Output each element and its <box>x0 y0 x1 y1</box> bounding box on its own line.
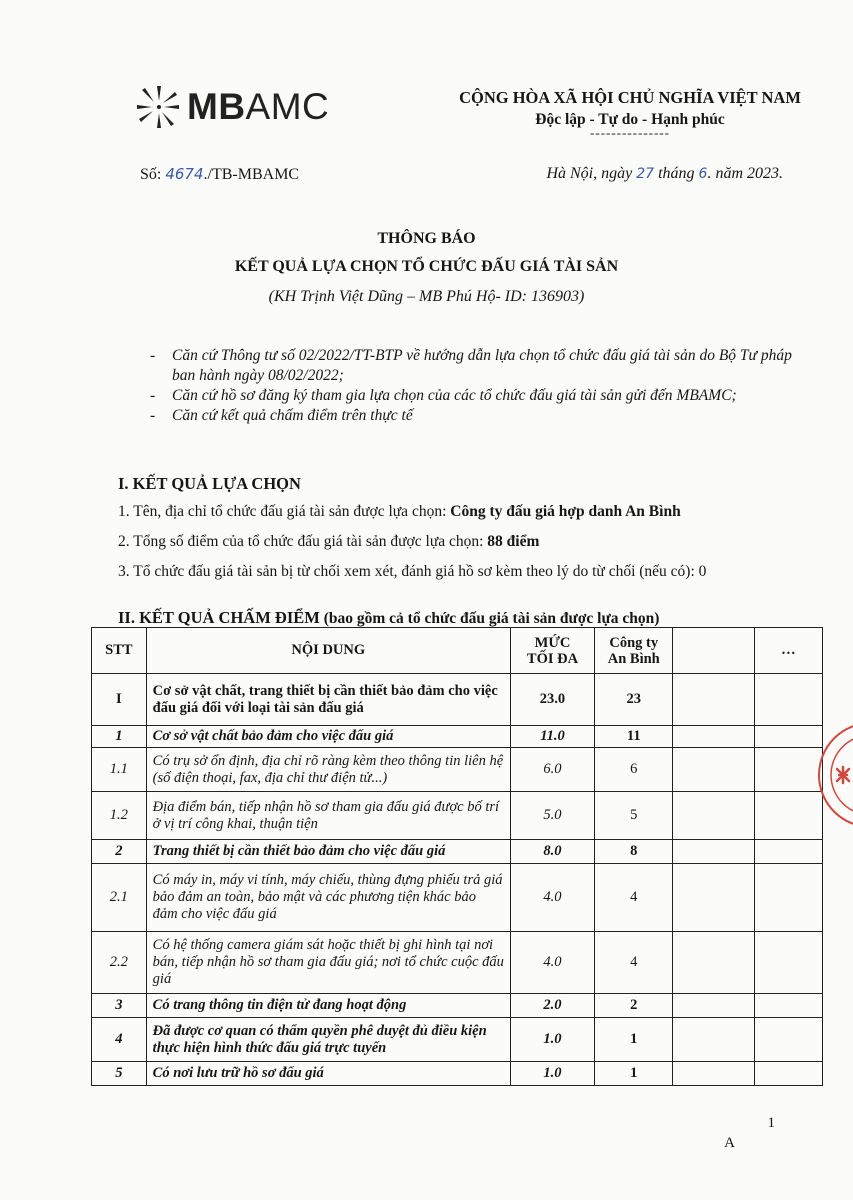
table-row: 1 Cơ sở vật chất bảo đảm cho việc đấu giá 11.0 11 <box>92 726 823 748</box>
header-stt: STT <box>92 628 147 674</box>
company-logo <box>135 82 329 132</box>
handwritten-month: 6 <box>698 166 708 182</box>
table-row: 3 Có trang thông tin điện tử đang hoạt động 2.0 2 <box>92 994 823 1018</box>
document-subnote: (KH Trịnh Việt Dũng – MB Phú Hộ- ID: 136903) <box>268 288 585 305</box>
header-extra-1 <box>673 628 754 674</box>
legal-basis-item: - Căn cứ Thông tư số 02/2022/TT-BTP về hướng dẫn lựa chọn tổ chức đấu giá tài sản do Bộ Tư pháp ban hành ngày 08/02/2022; <box>148 346 808 386</box>
table-row: 1.1 Có trụ sở ổn định, địa chỉ rõ ràng kèm theo thông tin liên hệ (số điện thoại, fax, địa chỉ thư điện tử...) 6.0 6 <box>92 748 823 792</box>
nation-name: CỘNG HÒA XÃ HỘI CHỦ NGHĨA VIỆT NAM <box>459 88 801 107</box>
table-row: 1.2 Địa điểm bán, tiếp nhận hồ sơ tham gia đấu giá được bố trí ở vị trí công khai, thuận tiện 5.0 5 <box>92 792 823 840</box>
table-row: 2 Trang thiết bị cần thiết bảo đảm cho việc đấu giá 8.0 8 <box>92 840 823 864</box>
rejected-organizations: 3. Tổ chức đấu giá tài sản bị từ chối xem xét, đánh giá hồ sơ kèm theo lý do từ chối (nếu có): 0 <box>118 563 707 580</box>
document-subtitle: KẾT QUẢ LỰA CHỌN TỔ CHỨC ĐẤU GIÁ TÀI SẢN <box>234 258 619 275</box>
table-row: I Cơ sở vật chất, trang thiết bị cần thiết bảo đảm cho việc đấu giá đối với loại tài sản đấu giá 23.0 23 <box>92 674 823 726</box>
table-row: 4 Đã được cơ quan có thẩm quyền phê duyệt đủ điều kiện thực hiện hình thức đấu giá trực tuyến 1.0 1 <box>92 1018 823 1062</box>
mbamc-star-logo-icon <box>135 84 181 130</box>
scoring-table <box>91 627 823 1086</box>
document-number: Số: 4674./TB-MBAMC <box>140 165 300 183</box>
section-1-heading: I. KẾT QUẢ LỰA CHỌN <box>118 474 301 493</box>
red-seal-fragment <box>813 715 853 835</box>
legal-basis-item: - Căn cứ kết quả chấm điểm trên thực tế <box>148 406 808 426</box>
page-number: 1 <box>767 1115 775 1131</box>
table-row: 2.2 Có hệ thống camera giám sát hoặc thiết bị ghi hình tại nơi bán, tiếp nhận hồ sơ tham gia đấu giá; nơi tổ chức cuộc đấu giá 4.0 4 <box>92 932 823 994</box>
selected-organization: 1. Tên, địa chỉ tổ chức đấu giá tài sản được lựa chọn: Công ty đấu giá hợp danh An Bình <box>118 503 681 520</box>
section-2-heading: II. KẾT QUẢ CHẤM ĐIỂM (bao gồm cả tổ chức đấu giá tài sản được lựa chọn) <box>118 608 660 627</box>
handwritten-number: 4674 <box>165 165 204 183</box>
corner-mark: A <box>724 1135 735 1151</box>
header-company: Công ty An Bình <box>595 628 673 674</box>
legal-bases-list <box>148 346 808 426</box>
document-title: THÔNG BÁO <box>377 230 476 247</box>
seal-icon <box>813 715 853 835</box>
total-score: 2. Tổng số điểm của tổ chức đấu giá tài sản được lựa chọn: 88 điểm <box>118 533 540 550</box>
table-row: 2.1 Có máy in, máy vi tính, máy chiếu, thùng đựng phiếu trả giá bảo đảm an toàn, bảo mật và các phương tiện khác bảo đảm cho việc đấu giá 4.0 4 <box>92 864 823 932</box>
nation-motto: Độc lập - Tự do - Hạnh phúc <box>535 111 725 128</box>
logo-wordmark: MBAMC <box>187 86 330 127</box>
legal-basis-item: - Căn cứ hồ sơ đăng ký tham gia lựa chọn của các tổ chức đấu giá tài sản gửi đến MBAMC; <box>148 386 808 406</box>
header-max: MỨC TỐI ĐA <box>510 628 594 674</box>
header-extra-2: … <box>754 628 822 674</box>
national-header <box>435 88 825 141</box>
handwritten-day: 27 <box>636 166 655 182</box>
nation-rule: --------------- <box>590 125 670 140</box>
document-date: Hà Nội, ngày 27 tháng 6. năm 2023. <box>546 165 783 182</box>
table-row: 5 Có nơi lưu trữ hồ sơ đấu giá 1.0 1 <box>92 1062 823 1086</box>
header-content: NỘI DUNG <box>146 628 510 674</box>
